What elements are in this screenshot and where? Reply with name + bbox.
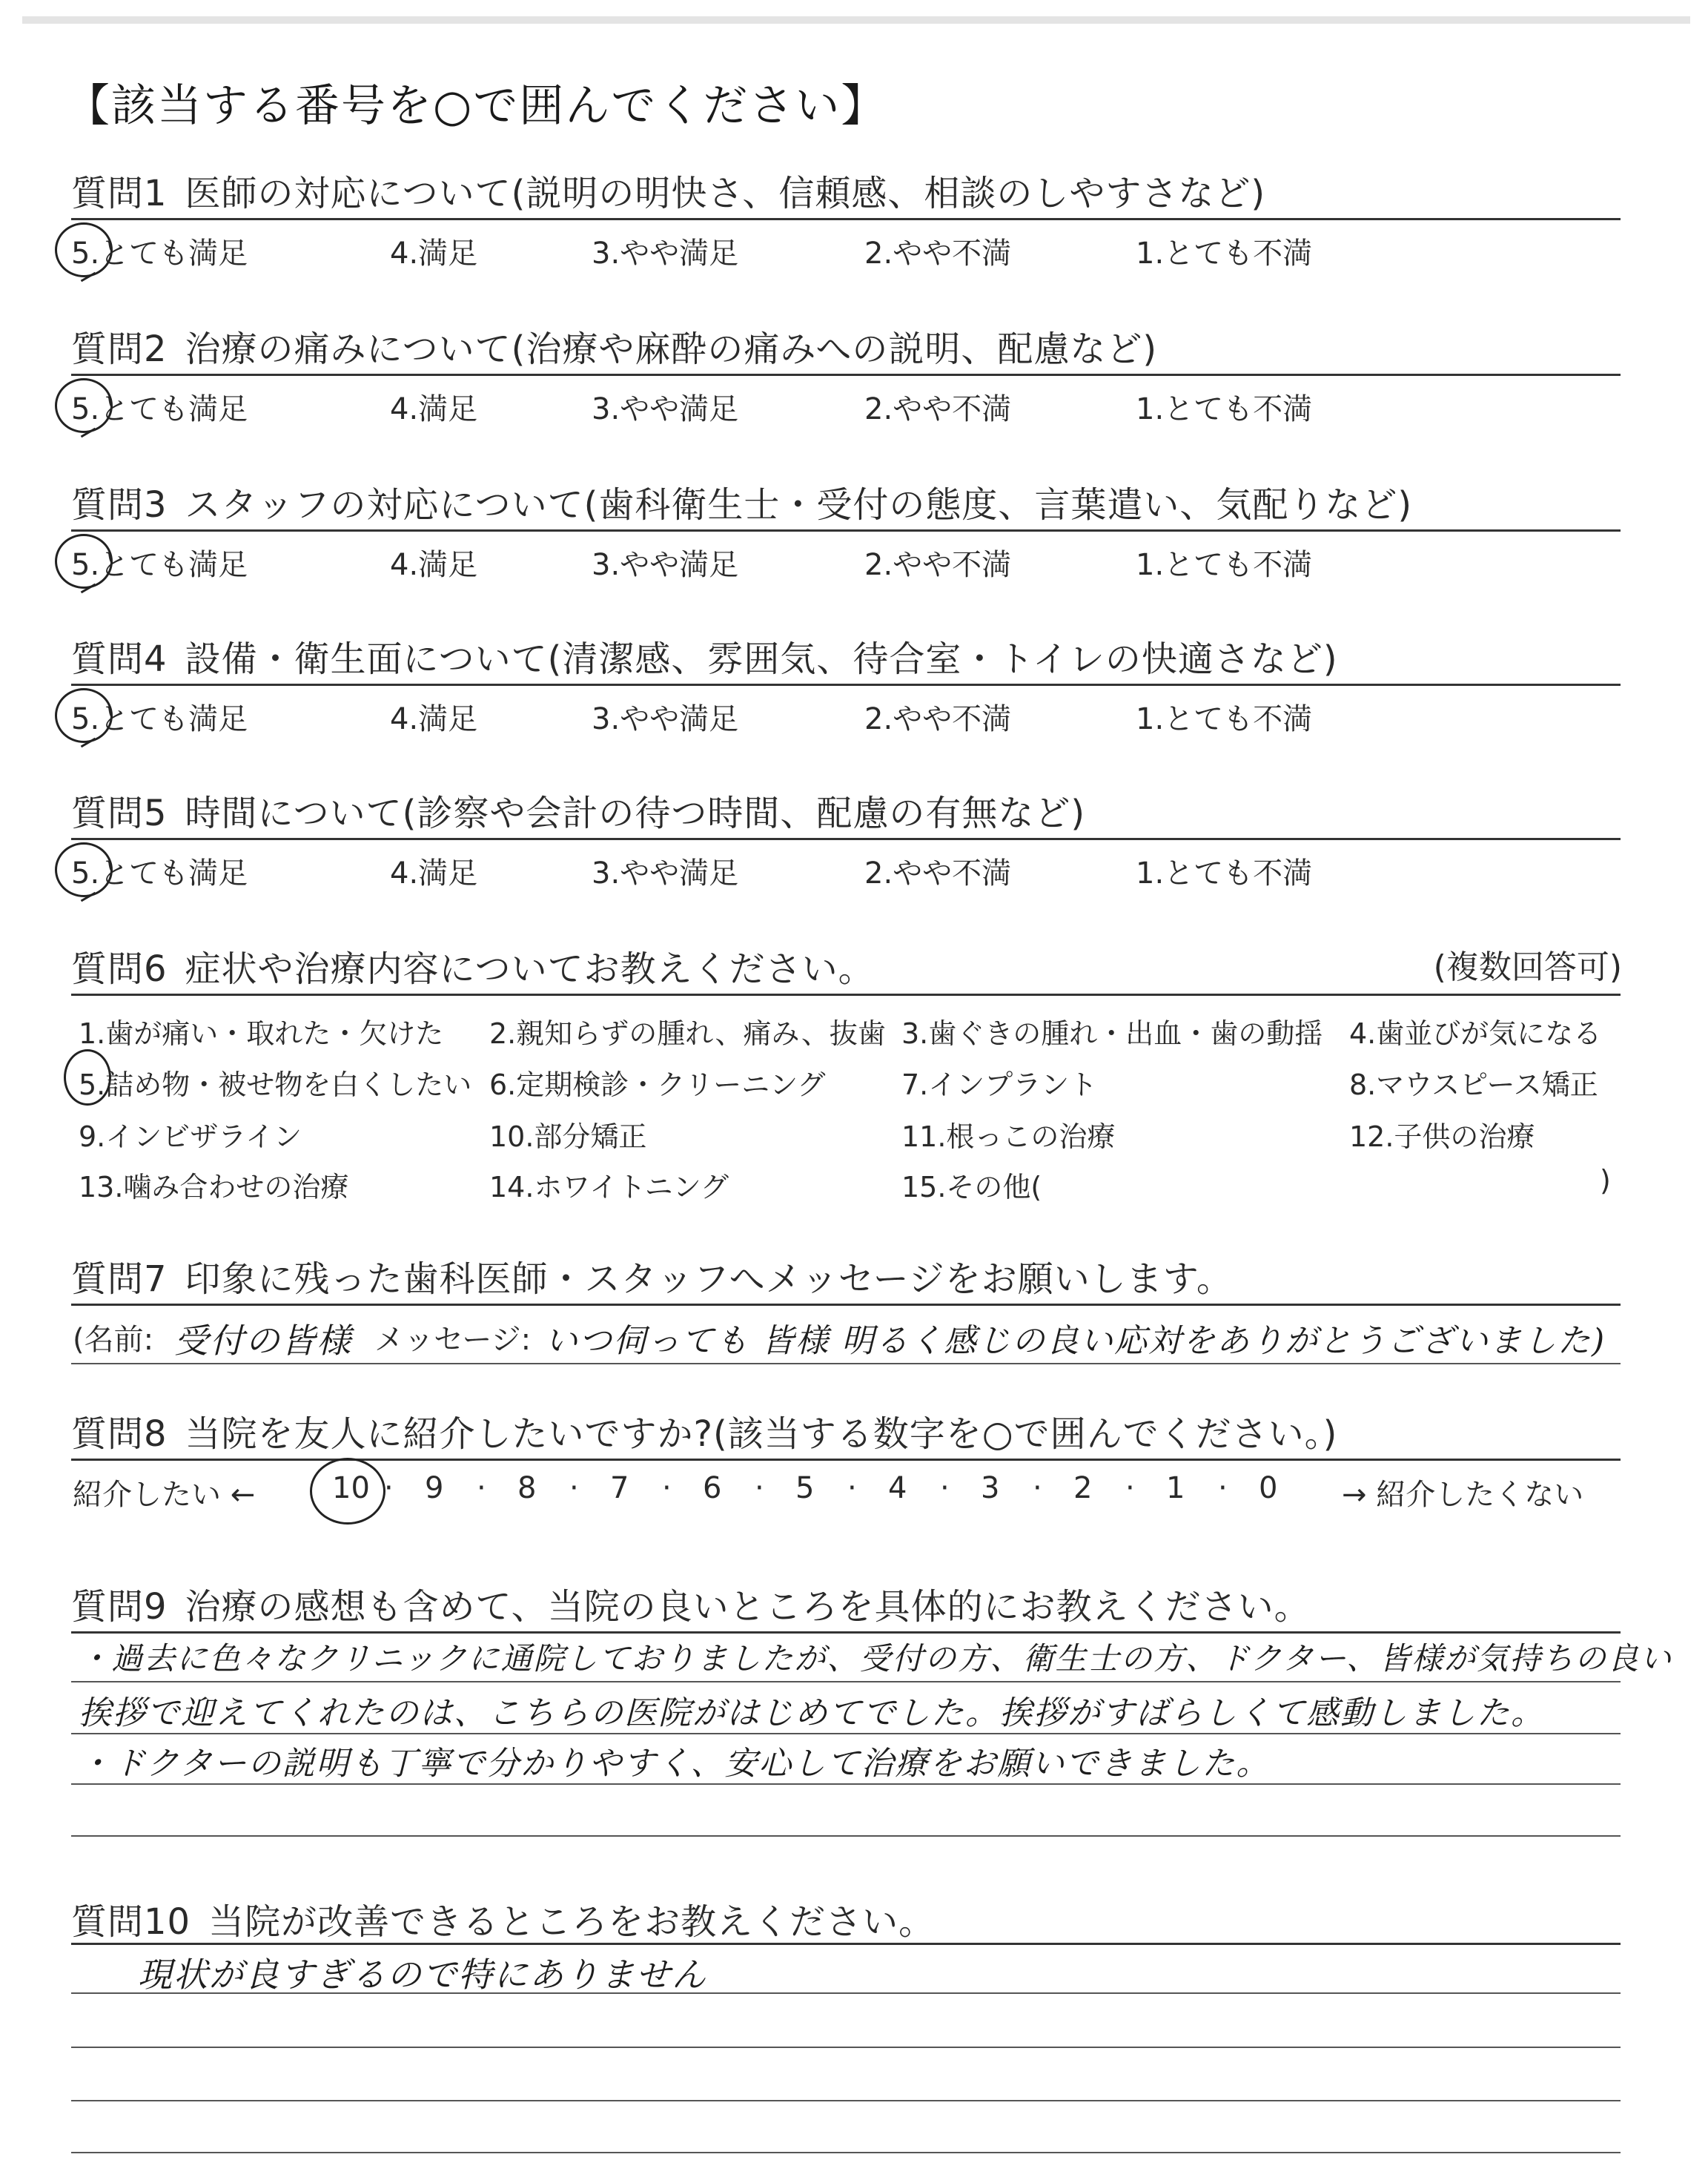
q2-rule [71,374,1621,376]
q10-number: 質問10 [71,1901,191,1943]
q9-ruled-line-1 [71,1681,1621,1682]
q3-options [71,541,1621,586]
q4-option-4[interactable]: 4.満足 [390,702,478,736]
q9-text: 治療の感想も含めて、当院の良いところを具体的にお教えください。 [185,1586,1311,1628]
q5-option-4[interactable]: 4.満足 [390,856,478,891]
q3-option-3[interactable]: 3.やや満足 [592,548,739,582]
q8-value-4[interactable]: 4 [888,1471,907,1505]
q6-option-14[interactable]: 14.ホワイトニング [489,1171,729,1203]
q10-ruled-line-2 [71,2047,1621,2048]
page-title: 【該当する番号を○で囲んでください】 [65,80,887,132]
q6-option-3[interactable]: 3.歯ぐきの腫れ・出血・歯の動揺 [901,1017,1323,1050]
q5-options [71,850,1621,894]
q6-number: 質問6 [71,948,168,990]
q6-option-13[interactable]: 13.噛み合わせの治療 [79,1171,349,1203]
q3-option-5[interactable]: 5.とても満足 [71,548,248,582]
q6-option-2[interactable]: 2.親知らずの腫れ、痛み、抜歯 [489,1017,886,1050]
q2-option-5[interactable]: 5.とても満足 [71,392,248,426]
q1-rule [71,218,1621,220]
q2-selection-circle [55,378,113,433]
q8-separator-dot: · [569,1471,579,1505]
q8-value-3[interactable]: 3 [981,1471,1000,1505]
q8-number: 質問8 [71,1413,168,1455]
q2-option-4[interactable]: 4.満足 [390,392,478,426]
q6-heading [71,940,875,991]
q8-value-8[interactable]: 8 [517,1471,537,1505]
q2-text: 治療の痛みについて(治療や麻酔の痛みへの説明、配慮など) [185,328,1158,370]
q9-ruled-line-4 [71,1835,1621,1837]
q3-text: スタッフの対応について(歯科衛生士・受付の態度、言葉遣い、気配りなど) [185,484,1413,526]
q5-selection-circle [55,842,113,897]
q6-option-5[interactable]: 5.詰め物・被せ物を白くしたい [79,1069,472,1101]
q4-heading [71,630,1338,681]
q3-number: 質問3 [71,484,168,526]
q8-separator-dot: · [1218,1471,1228,1505]
q1-option-4[interactable]: 4.満足 [390,237,478,271]
q10-heading [71,1893,935,1944]
q5-heading [71,785,1085,836]
q5-option-5[interactable]: 5.とても満足 [71,856,248,891]
q8-value-9[interactable]: 9 [425,1471,444,1505]
q1-selection-circle [55,222,113,277]
q8-value-5[interactable]: 5 [795,1471,815,1505]
q8-separator-dot: · [755,1471,764,1505]
q3-rule [71,529,1621,532]
q8-heading [71,1405,1337,1456]
q10-ruled-line-4 [71,2152,1621,2153]
q7-message-label: メッセージ: [374,1323,532,1357]
q1-options [71,230,1621,274]
q4-rule [71,684,1621,686]
q10-text: 当院が改善できるところをお教えください。 [208,1901,936,1943]
q2-options [71,386,1621,430]
q10-rule [71,1943,1621,1945]
q8-separator-dot: · [1033,1471,1042,1505]
q10-ruled-line-3 [71,2100,1621,2101]
q6-option-10[interactable]: 10.部分矯正 [489,1120,647,1153]
q8-left-label: 紹介したい ← [73,1478,256,1512]
q4-option-1[interactable]: 1.とても不満 [1136,702,1313,736]
q2-option-3[interactable]: 3.やや満足 [592,392,739,426]
q1-option-1[interactable]: 1.とても不満 [1136,237,1313,271]
q8-selection-circle [310,1458,385,1525]
q8-separator-dot: · [1125,1471,1135,1505]
q2-option-2[interactable]: 2.やや不満 [864,392,1012,426]
q9-number: 質問9 [71,1586,168,1628]
q7-name-value[interactable]: 受付の皆様 [174,1321,352,1361]
q8-value-10[interactable]: 10 [332,1471,370,1505]
q9-answer-line-2[interactable]: 挨拶で迎えてくれたのは、こちらの医院がはじめてでした。挨拶がすばらしくて感動しました。 [79,1694,1545,1732]
q2-number: 質問2 [71,328,168,370]
q9-rule [71,1631,1621,1634]
q4-option-5[interactable]: 5.とても満足 [71,702,248,736]
q4-selection-circle [55,688,113,743]
q4-text: 設備・衛生面について(清潔感、雰囲気、待合室・トイレの快適さなど) [185,638,1338,680]
q6-option-9[interactable]: 9.インビザライン [79,1120,302,1153]
q8-value-6[interactable]: 6 [703,1471,722,1505]
q1-text: 医師の対応について(説明の明快さ、信頼感、相談のしやすさなど) [185,173,1266,214]
q8-separator-dot: · [384,1471,394,1505]
q6-option-11[interactable]: 11.根っこの治療 [901,1120,1116,1153]
q6-option-4[interactable]: 4.歯並びが気になる [1349,1017,1602,1050]
q7-rule [71,1304,1621,1306]
q3-selection-circle [55,534,113,589]
q9-answer-line-3[interactable]: ・ドクターの説明も丁寧で分かりやすく、安心して治療をお願いできました。 [79,1745,1271,1783]
q8-right-label: → 紹介したくない [1342,1478,1584,1512]
q3-option-2[interactable]: 2.やや不満 [864,548,1012,582]
q10-answer-line-1[interactable]: 現状が良すぎるので特にありません [138,1955,707,1995]
q6-option-15[interactable]: 15.その他( [901,1171,1042,1203]
q8-separator-dot: · [940,1471,950,1505]
q8-text: 当院を友人に紹介したいですか?(該当する数字を○で囲んでください。) [185,1413,1338,1455]
q7-heading [71,1250,1233,1301]
q8-separator-dot: · [847,1471,857,1505]
q10-ruled-line-1 [71,1992,1621,1994]
q7-name-prefix: (名前: [73,1323,154,1357]
q6-option-close: ) [1600,1164,1611,1197]
q4-options [71,696,1621,740]
q2-heading [71,320,1157,371]
q9-ruled-line-3 [71,1783,1621,1785]
q5-rule [71,838,1621,840]
q1-option-2[interactable]: 2.やや不満 [864,237,1012,271]
q9-answer-line-1[interactable]: ・過去に色々なクリニックに通院しておりましたが、受付の方、衛生士の方、ドクター、皆様が気持ちの良い [79,1640,1673,1677]
q5-option-1[interactable]: 1.とても不満 [1136,856,1313,891]
q8-rule [71,1459,1621,1461]
q8-value-1[interactable]: 1 [1166,1471,1185,1505]
q6-option-12[interactable]: 12.子供の治療 [1349,1120,1535,1153]
q2-option-1[interactable]: 1.とても不満 [1136,392,1313,426]
q1-number: 質問1 [71,173,168,214]
q6-option-8[interactable]: 8.マウスピース矯正 [1349,1069,1598,1101]
q4-option-2[interactable]: 2.やや不満 [864,702,1012,736]
q6-selection-circle [64,1049,111,1106]
q6-text: 症状や治療内容についてお教えください。 [185,948,875,990]
q3-option-4[interactable]: 4.満足 [390,548,478,582]
q7-message-value[interactable]: いつ伺っても 皆様 明るく感じの良い応対をありがとうございました) [545,1322,1606,1360]
q8-value-7[interactable]: 7 [610,1471,629,1505]
q8-separator-dot: · [662,1471,672,1505]
q9-heading [71,1578,1311,1629]
q1-option-5[interactable]: 5.とても満足 [71,237,248,271]
q6-option-6[interactable]: 6.定期検診・クリーニング [489,1069,826,1101]
q5-option-2[interactable]: 2.やや不満 [864,856,1012,891]
q7-number: 質問7 [71,1258,168,1300]
q9-ruled-line-2 [71,1733,1621,1734]
q8-value-2[interactable]: 2 [1073,1471,1093,1505]
q1-heading [71,165,1265,216]
q6-note: (複数回答可) [1433,948,1622,986]
q8-value-0[interactable]: 0 [1259,1471,1278,1505]
q5-text: 時間について(診察や会計の待つ時間、配慮の有無など) [185,793,1086,834]
q8-separator-dot: · [477,1471,486,1505]
q7-text: 印象に残った歯科医師・スタッフへメッセージをお願いします。 [185,1258,1233,1300]
q4-number: 質問4 [71,638,168,680]
q3-option-1[interactable]: 1.とても不満 [1136,548,1313,582]
q1-option-3[interactable]: 3.やや満足 [592,237,739,271]
q6-option-7[interactable]: 7.インプラント [901,1069,1098,1101]
q4-option-3[interactable]: 3.やや満足 [592,702,739,736]
q5-option-3[interactable]: 3.やや満足 [592,856,739,891]
q5-number: 質問5 [71,793,168,834]
top-border [22,16,1690,24]
q6-option-1[interactable]: 1.歯が痛い・取れた・欠けた [79,1017,444,1050]
q6-rule [71,994,1621,996]
q3-heading [71,476,1412,527]
q7-answer-line [71,1363,1621,1364]
